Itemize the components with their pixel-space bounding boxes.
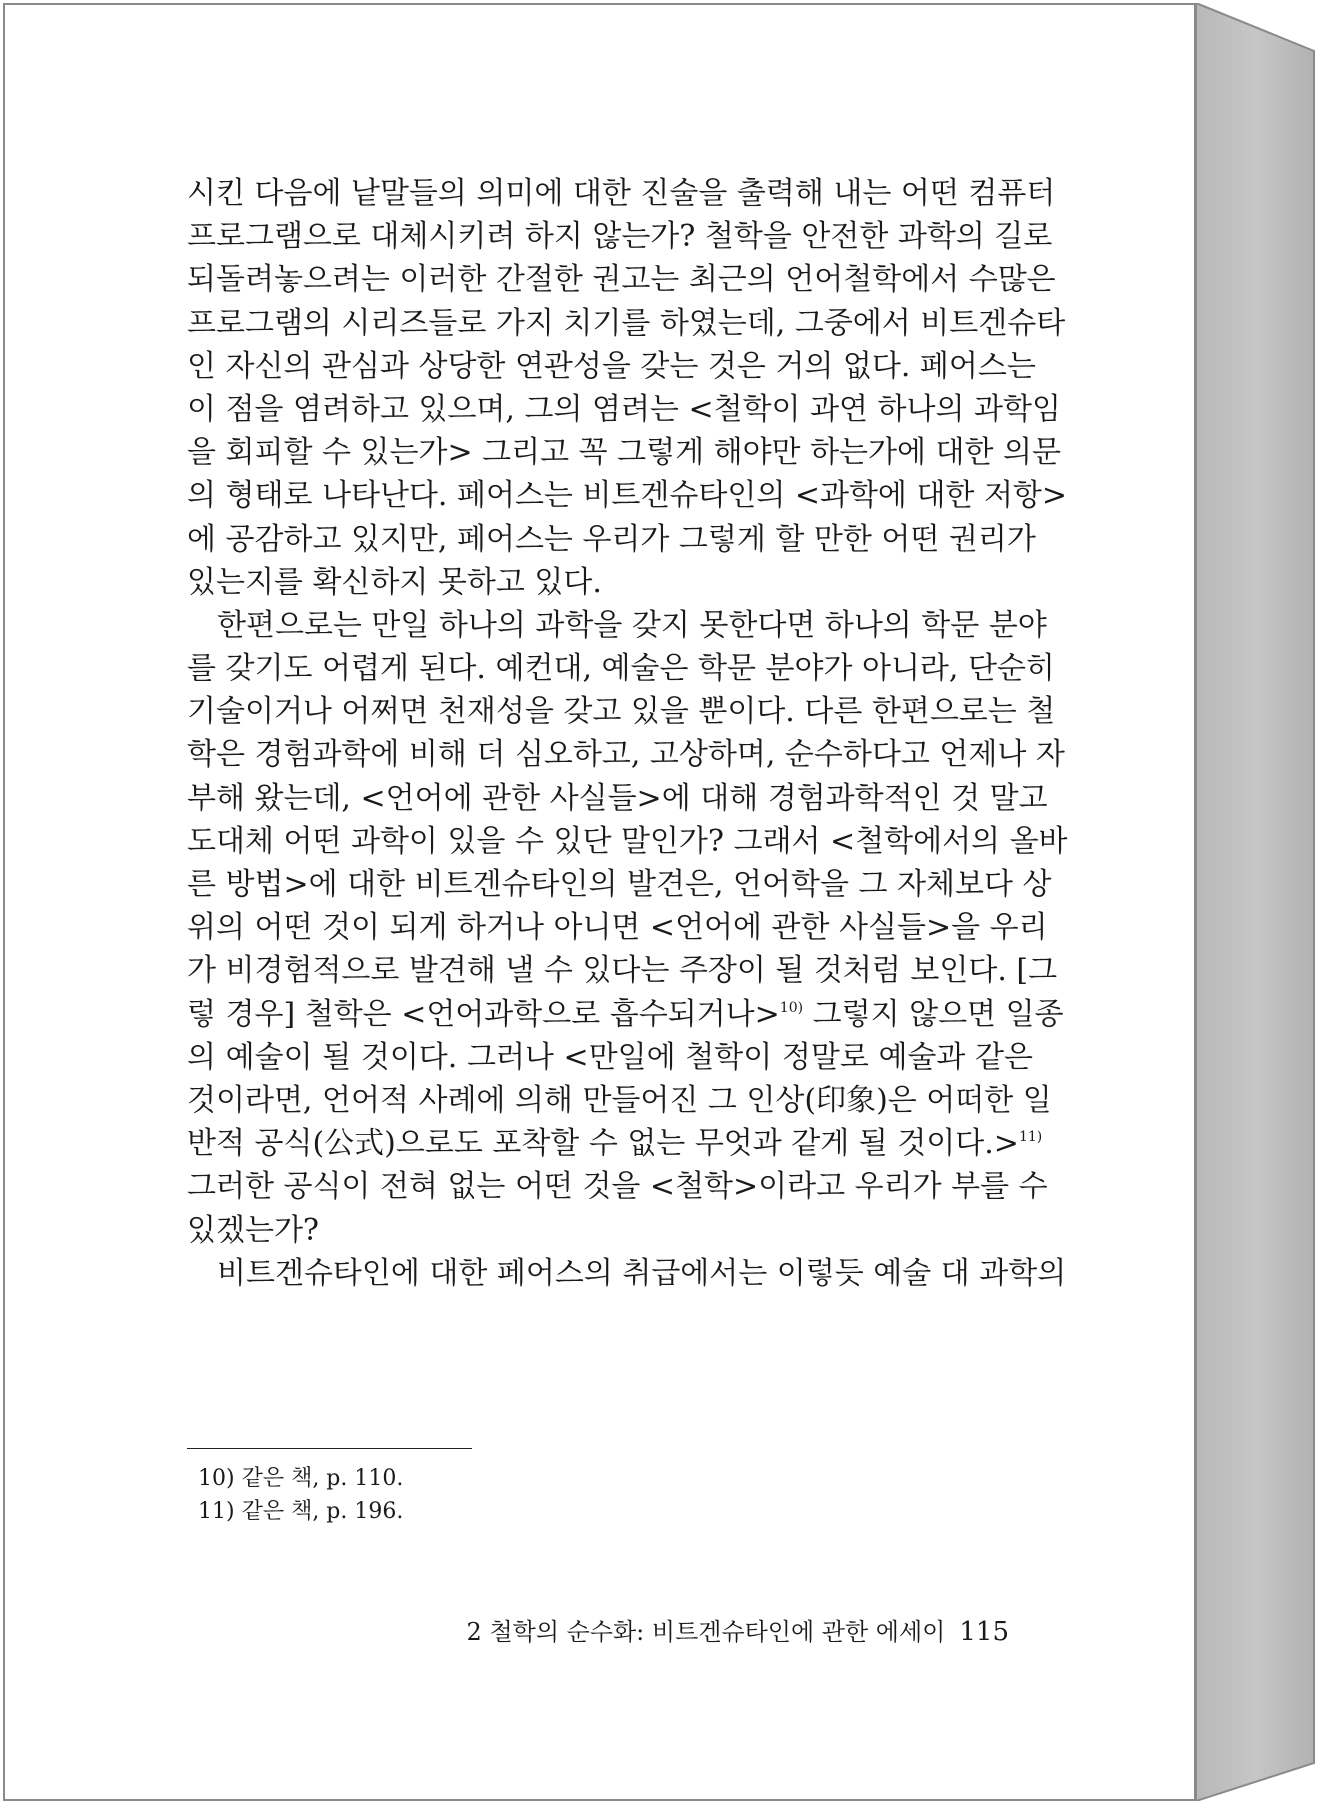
running-head: 2 철학의 순수화: 비트겐슈타인에 관한 에세이 <box>466 1618 946 1646</box>
footnote-11: 11) 같은 책, p. 196. <box>198 1499 404 1524</box>
text-line: 의 예술이 될 것이다. 그러나 <만일에 철학이 정말로 예술과 같은 <box>187 1039 1033 1075</box>
text-line: 른 방법>에 대한 비트겐슈타인의 발견은, 언어학을 그 자체보다 상 <box>187 867 1052 902</box>
text-line: 프로그램으로 대체시키려 하지 않는가? 철학을 안전한 과학의 길로 <box>187 219 1053 255</box>
text-line: 프로그램의 시리즈들로 가지 치기를 하였는데, 그중에서 비트겐슈타 <box>187 305 1066 341</box>
text-line: 것이라면, 언어적 사례에 의해 만들어진 그 인상(印象)은 어떠한 일 <box>187 1082 1052 1118</box>
text-segment: 렇 경우] 철학은 <언어과학으로 흡수되거나> <box>187 996 780 1032</box>
text-segment: 그렇지 않으면 일종 <box>803 996 1064 1032</box>
text-line: 한편으로는 만일 하나의 과학을 갖지 못한다면 하나의 학문 분야 <box>217 607 1047 643</box>
text-line: 부해 왔는데, <언어에 관한 사실들>에 대해 경험과학적인 것 말고 <box>187 780 1048 816</box>
text-line: 를 갖기도 어렵게 된다. 예컨대, 예술은 학문 분야가 아니라, 단순히 <box>187 651 1055 687</box>
footnote-10: 10) 같은 책, p. 110. <box>198 1466 404 1491</box>
footnote-ref-10: 10) <box>779 999 804 1016</box>
text-line: 가 비경험적으로 발견해 낼 수 있다는 주장이 될 것처럼 보인다. [그 <box>187 953 1058 989</box>
text-line: 을 회피할 수 있는가> 그리고 꼭 그렇게 해야만 하는가에 대한 의문 <box>187 435 1061 471</box>
text-line-with-footnote-10 <box>187 993 1064 1036</box>
text-line: 있겠는가? <box>187 1212 320 1248</box>
text-line: 도대체 어떤 과학이 있을 수 있단 말인가? 그래서 <철학에서의 올바 <box>187 823 1068 859</box>
footnote-divider <box>187 1448 472 1449</box>
footnotes <box>198 1462 403 1528</box>
text-line: 비트겐슈타인에 대한 페어스의 취급에서는 이렇듯 예술 대 과학의 <box>217 1255 1067 1291</box>
footnote-ref-11: 11) <box>1018 1129 1043 1146</box>
text-line: 있는지를 확신하지 못하고 있다. <box>187 564 602 600</box>
text-line: 위의 어떤 것이 되게 하거나 아니면 <언어에 관한 사실들>을 우리 <box>187 910 1048 946</box>
text-line: 의 형태로 나타난다. 페어스는 비트겐슈타인의 <과학에 대한 저항> <box>187 478 1068 514</box>
text-line: 이 점을 염려하고 있으며, 그의 염려는 <철학이 과연 하나의 과학임 <box>187 391 1061 427</box>
text-line: 학은 경험과학에 비해 더 심오하고, 고상하며, 순수하다고 언제나 자 <box>187 737 1065 773</box>
text-line: 시킨 다음에 낱말들의 의미에 대한 진술을 출력해 내는 어떤 컴퓨터 <box>187 176 1056 211</box>
text-line: 그러한 공식이 전혀 없는 어떤 것을 <철학>이라고 우리가 부를 수 <box>187 1169 1048 1205</box>
text-segment: 반적 공식(公式)으로도 포착할 수 없는 무엇과 같게 될 것이다.> <box>187 1126 1019 1162</box>
text-line: 인 자신의 관심과 상당한 연관성을 갖는 것은 거의 없다. 페어스는 <box>187 348 1036 384</box>
body-text <box>187 172 1068 1295</box>
text-line: 에 공감하고 있지만, 페어스는 우리가 그렇게 할 만한 어떤 권리가 <box>187 521 1036 557</box>
page-number: 115 <box>959 1617 1009 1647</box>
book-spine <box>1196 3 1316 1801</box>
text-line: 기술이거나 어쩌면 천재성을 갖고 있을 뿐이다. 다른 한편으로는 철 <box>187 694 1056 730</box>
text-line-with-footnote-11 <box>187 1122 1043 1165</box>
text-line: 되돌려놓으려는 이러한 간절한 권고는 최근의 언어철학에서 수많은 <box>187 262 1056 298</box>
page-footer <box>467 1612 1009 1647</box>
